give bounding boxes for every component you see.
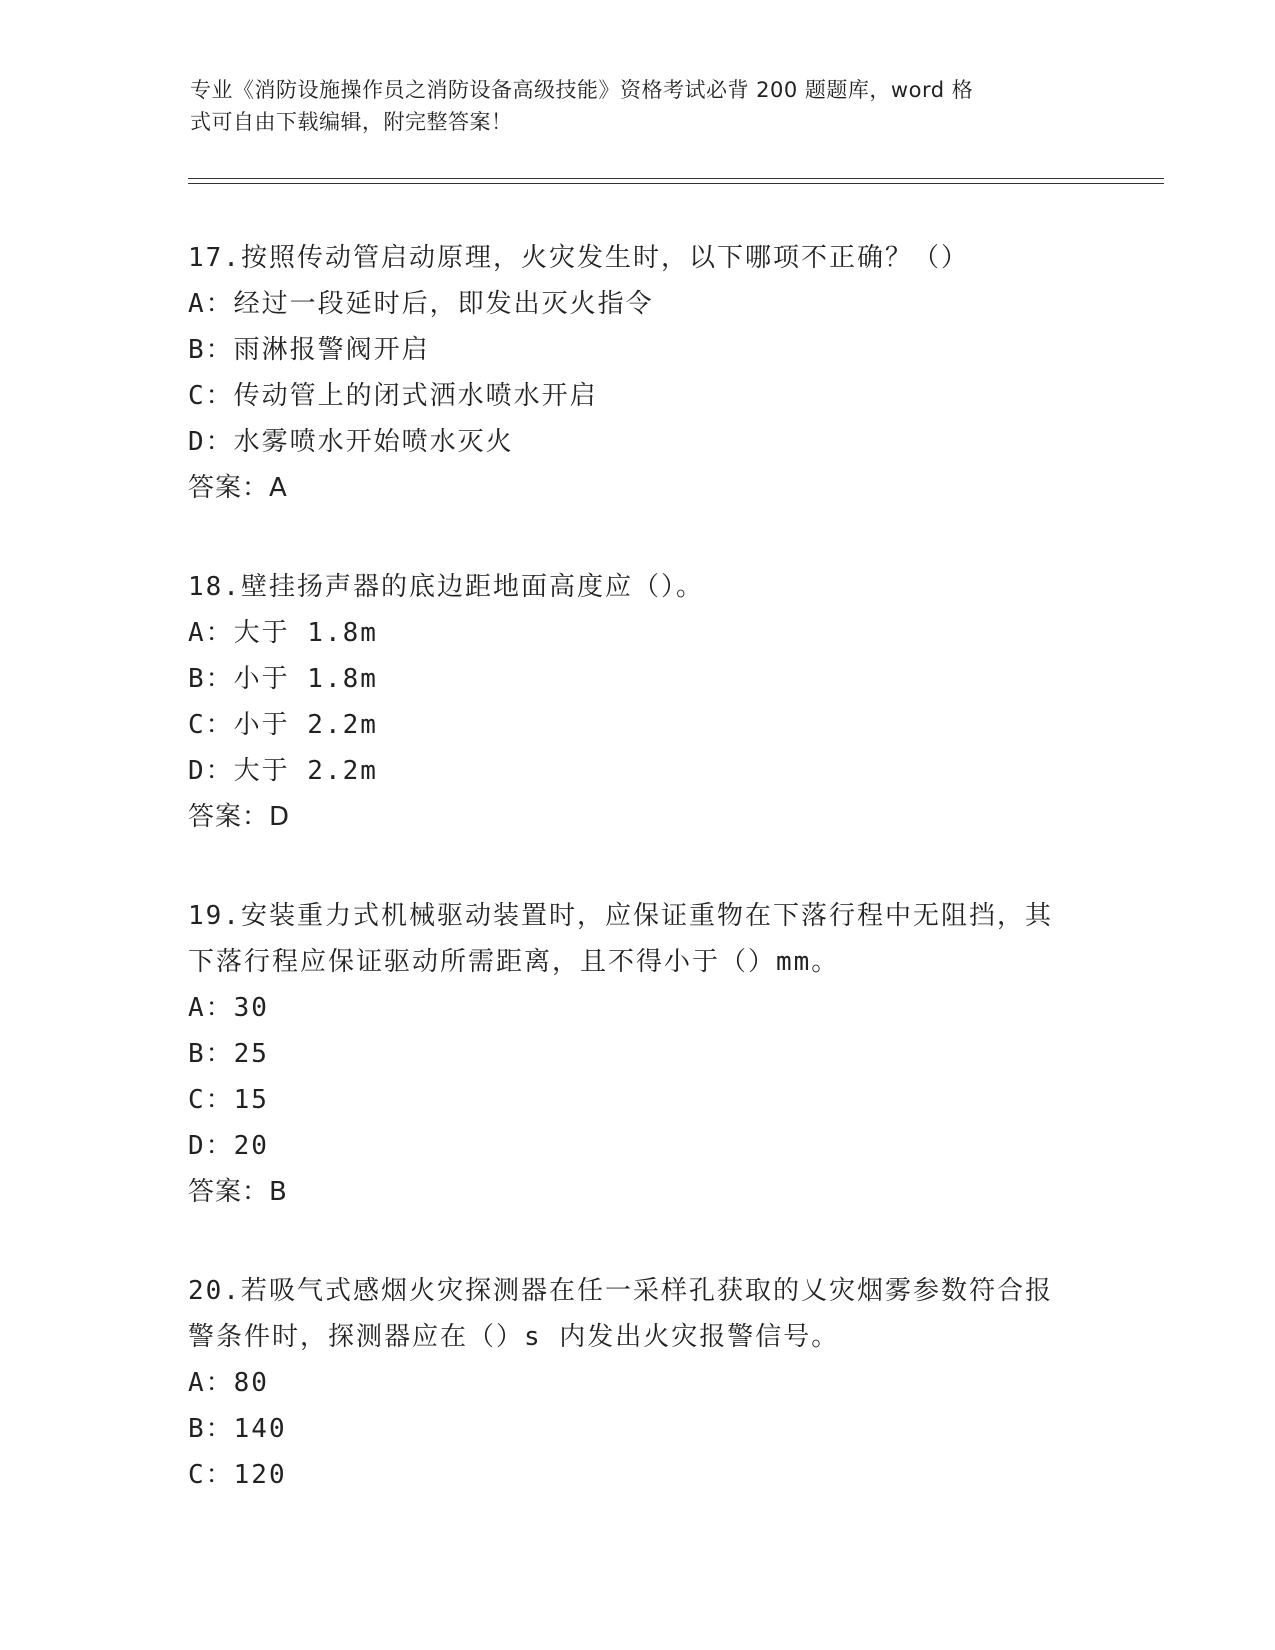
question-stem-line-2: 下落行程应保证驱动所需距离，且不得小于（）mm。 (188, 947, 840, 977)
question-stem: 18.壁挂扬声器的底边距地面高度应（）。 (188, 572, 704, 602)
question-stem-line-1: 19.安装重力式机械驱动装置时，应保证重物在下落行程中无阻挡，其 (188, 901, 1053, 931)
header-divider-bottom (188, 183, 1164, 184)
option-a: A：30 (188, 993, 269, 1023)
header-title-line-2: 式可自由下载编辑，附完整答案！ (190, 110, 513, 134)
question-20 (188, 1268, 1088, 1498)
option-a: A：80 (188, 1368, 269, 1398)
option-c: C：15 (188, 1085, 269, 1115)
option-b: B：140 (188, 1414, 287, 1444)
answer-key: 答案：A (188, 473, 288, 503)
answer-key: 答案：D (188, 802, 291, 832)
option-b: B：25 (188, 1039, 269, 1069)
option-a: A：经过一段延时后，即发出灭火指令 (188, 289, 654, 319)
header-title-line-1: 专业《消防设施操作员之消防设备高级技能》资格考试必背 200 题题库，word 格 (190, 78, 974, 102)
header-divider-top (188, 178, 1164, 179)
answer-key: 答案：B (188, 1177, 288, 1207)
question-stem: 17.按照传动管启动原理，火灾发生时，以下哪项不正确？（） (188, 243, 969, 273)
option-d: D：大于 2.2m (188, 756, 378, 786)
option-d: D：20 (188, 1131, 269, 1161)
option-a: A：大于 1.8m (188, 618, 378, 648)
option-b: B：小于 1.8m (188, 664, 378, 694)
option-c: C：传动管上的闭式洒水喷水开启 (188, 381, 598, 411)
question-list (188, 235, 1088, 1551)
option-c: C：120 (188, 1460, 287, 1490)
option-b: B：雨淋报警阀开启 (188, 335, 430, 365)
question-18 (188, 564, 1088, 840)
question-stem-line-2: 警条件时，探测器应在（）s 内发出火灾报警信号。 (188, 1322, 840, 1352)
document-header (190, 74, 1090, 138)
question-17 (188, 235, 1088, 511)
question-19 (188, 893, 1088, 1215)
option-d: D：水雾喷水开始喷水灭火 (188, 427, 514, 457)
question-stem-line-1: 20.若吸气式感烟火灾探测器在任一采样孔获取的乂灾烟雾参数符合报 (188, 1276, 1053, 1306)
option-c: C：小于 2.2m (188, 710, 378, 740)
